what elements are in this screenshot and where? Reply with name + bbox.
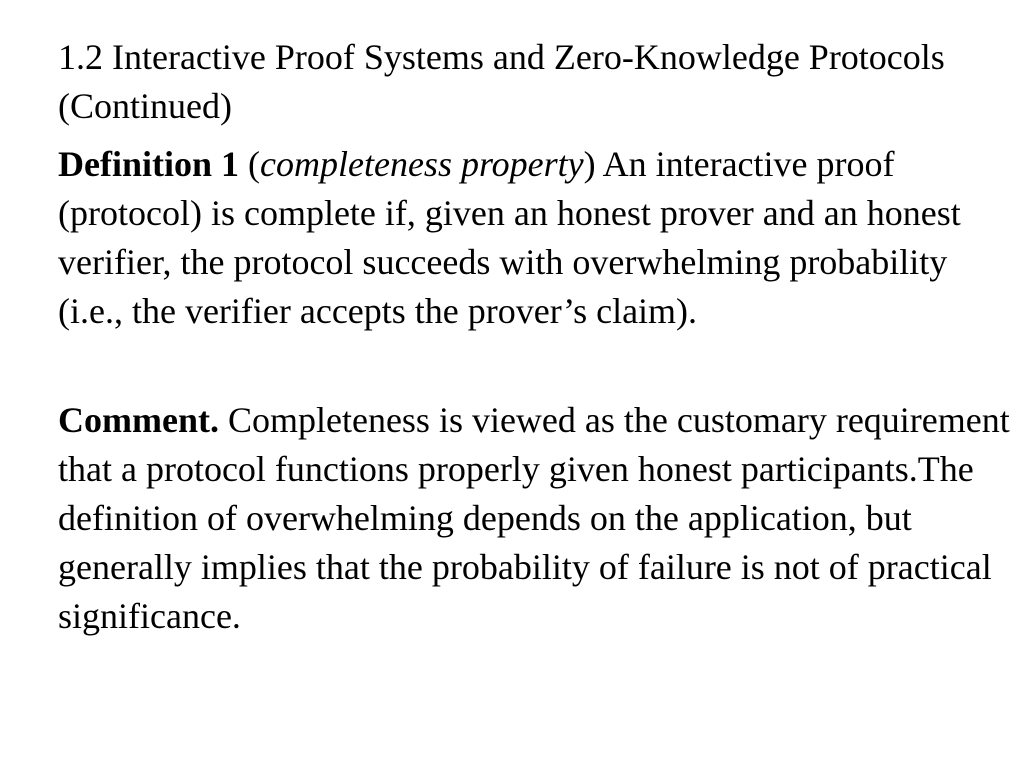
comment-text: Completeness is viewed as the customary requirement that a protocol functions properly given honest participants.The definition of overwhelming depends on the application, but generally implies that the probability of failure is not of practical significance. xyxy=(58,400,1010,636)
comment-label: Comment. xyxy=(58,400,219,440)
definition-paren-close: ) xyxy=(583,144,596,184)
definition-label: Definition 1 xyxy=(58,144,240,184)
slide-title: 1.2 Interactive Proof Systems and Zero-Knowledge Protocols (Continued) xyxy=(58,37,945,126)
definition-paren-open: ( xyxy=(239,144,261,184)
definition-term: completeness property xyxy=(260,144,584,184)
definition-text: An interactive proof (protocol) is complete if, given an honest prover and an honest verifier, the protocol succeeds with overwhelming probability (i.e., the verifier accepts the prover’s claim). xyxy=(58,144,961,331)
comment-paragraph xyxy=(58,396,1013,641)
definition-paragraph xyxy=(58,140,1013,336)
